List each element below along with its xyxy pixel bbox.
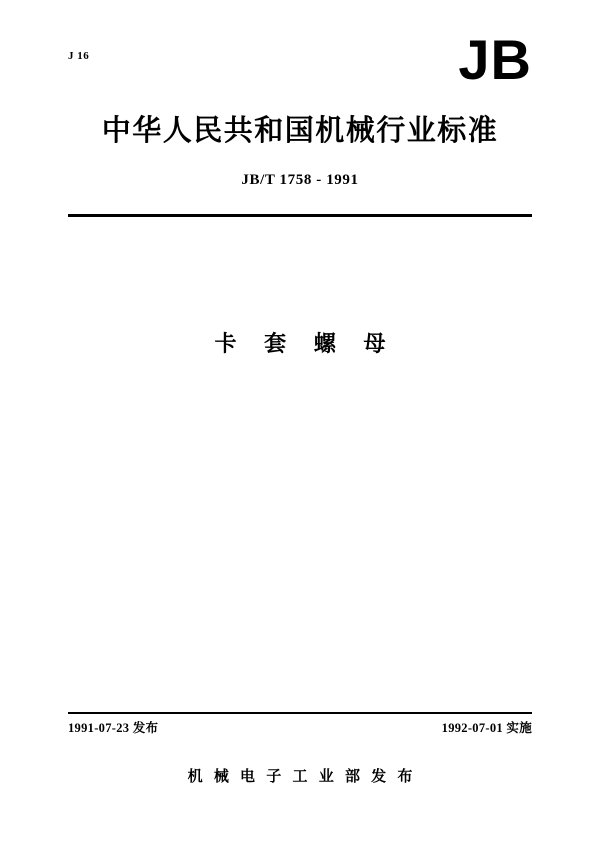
classification-code: J 16 <box>68 50 90 62</box>
header-divider <box>68 214 532 217</box>
subject-title: 卡 套 螺 母 <box>214 332 396 357</box>
jb-logo: JB <box>458 28 532 91</box>
issue-date: 1991-07-23 发布 <box>68 721 159 735</box>
footer-divider <box>68 712 532 714</box>
dates-row <box>68 718 532 738</box>
standard-title: 中华人民共和国机械行业标准 <box>101 113 499 147</box>
effective-date: 1992-07-01 实施 <box>441 721 532 735</box>
header-row <box>68 28 532 100</box>
publisher-name: 机 械 电 子 工 业 部 发 布 <box>187 767 416 785</box>
standard-number: JB/T 1758 - 1991 <box>241 172 359 188</box>
